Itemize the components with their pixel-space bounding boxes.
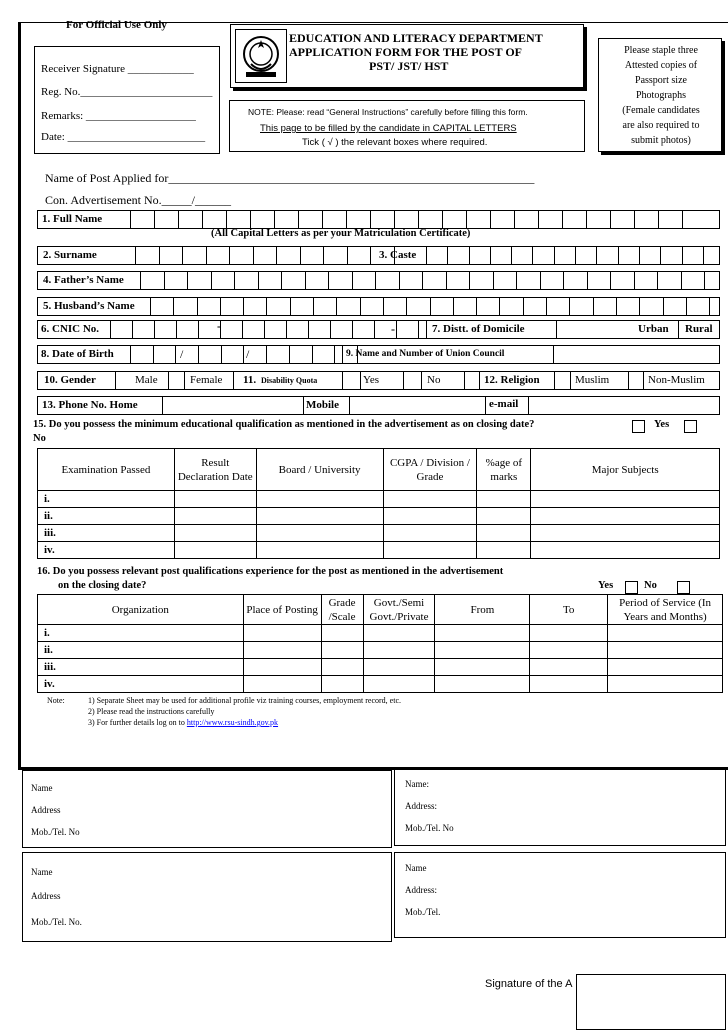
char-cell[interactable] [322, 211, 346, 228]
char-cell[interactable] [418, 211, 442, 228]
char-cell[interactable] [476, 298, 499, 315]
remarks-field[interactable]: Remarks: ____________________ [41, 110, 196, 122]
union-council-cells[interactable] [553, 346, 554, 363]
char-cell[interactable] [596, 247, 617, 264]
photo-instruction-line: Passport size [635, 75, 687, 86]
husband-name-cells[interactable] [150, 298, 728, 315]
char-cell[interactable] [616, 298, 639, 315]
char-cell[interactable] [383, 298, 406, 315]
photo-instruction-line: Photographs [636, 90, 686, 101]
char-cell[interactable] [493, 272, 517, 289]
ref4-name-label: Name [405, 863, 427, 873]
char-cell[interactable] [175, 346, 198, 363]
char-cell[interactable] [264, 321, 286, 338]
exp-header-period: Period of Service (In Years and Months) [608, 595, 723, 625]
char-cell[interactable] [593, 298, 616, 315]
char-cell[interactable] [490, 211, 514, 228]
header-line-post: PST/ JST/ HST [369, 59, 449, 73]
table-row[interactable] [38, 642, 723, 659]
char-cell[interactable] [198, 346, 221, 363]
char-cell[interactable] [469, 272, 493, 289]
char-cell[interactable] [426, 247, 447, 264]
char-cell[interactable] [323, 247, 347, 264]
char-cell[interactable] [352, 321, 374, 338]
photo-box [598, 38, 722, 152]
gender-divider-8 [421, 372, 422, 389]
exp-row-label: i. [38, 625, 244, 642]
father-name-cells[interactable] [140, 272, 728, 289]
religion-label: 12. Religion [484, 374, 540, 386]
char-cell[interactable] [562, 211, 586, 228]
dob-slash-1: / [180, 347, 184, 361]
char-cell[interactable] [159, 247, 183, 264]
char-cell[interactable] [226, 211, 250, 228]
char-cell[interactable] [220, 298, 243, 315]
char-cell[interactable] [466, 211, 490, 228]
husband-name-row[interactable] [37, 297, 720, 316]
reference-box-1[interactable] [22, 770, 392, 848]
char-cell[interactable] [110, 321, 132, 338]
char-cell[interactable] [298, 211, 322, 228]
father-name-label: 4. Father’s Name [43, 274, 124, 286]
char-cell[interactable] [516, 272, 540, 289]
q16-question-line2: on the closing date? [58, 580, 147, 591]
full-name-label: 1. Full Name [42, 213, 103, 225]
char-cell[interactable] [176, 321, 198, 338]
ref3-mob-label: Mob./Tel. No. [31, 917, 82, 927]
post-applied-field[interactable]: Name of Post Applied for_____________________________________________________________ [45, 171, 535, 185]
char-cell[interactable] [258, 272, 282, 289]
caste-cells[interactable] [426, 247, 724, 264]
header-note: NOTE: Please: read “General Instructions” carefully before filling this form. [248, 107, 528, 117]
full-name-cells[interactable] [130, 211, 706, 228]
photo-instruction-line: are also required to [622, 120, 700, 131]
q16-question-line1: 16. Do you possess relevant post qualifications experience for the post as mentioned in the advertisement [37, 566, 504, 577]
note-1: 1) Separate Sheet may be used for additional profile viz training courses, employment record, etc. [88, 696, 402, 705]
char-cell[interactable] [563, 272, 587, 289]
official-use-box [34, 46, 220, 154]
ref4-mob-label: Mob./Tel. [405, 907, 441, 917]
char-cell[interactable] [187, 272, 211, 289]
gender-divider-4 [233, 372, 234, 389]
char-cell[interactable] [242, 321, 264, 338]
note-3-text: 3) For further details log on to [88, 718, 187, 727]
cnic-dash-1: - [217, 319, 221, 333]
header-note-box [229, 100, 585, 152]
char-cell[interactable] [253, 247, 277, 264]
advertisement-field[interactable]: Con. Advertisement No._____/______ [45, 193, 231, 207]
photo-instruction-line: Attested copies of [624, 60, 698, 71]
char-cell[interactable] [575, 247, 596, 264]
char-cell[interactable] [250, 211, 274, 228]
phone-home-label: 13. Phone No. Home [42, 399, 138, 411]
char-cell[interactable] [704, 272, 728, 289]
q15-no-label: No [33, 433, 46, 444]
exp-header-grade: Grade /Scale [321, 595, 363, 625]
urban-divider [678, 321, 679, 338]
char-cell[interactable] [202, 211, 226, 228]
char-cell[interactable] [447, 247, 468, 264]
char-cell[interactable] [221, 346, 244, 363]
father-name-row[interactable] [37, 271, 720, 290]
ref3-name-label: Name [31, 867, 53, 877]
char-cell[interactable] [511, 247, 532, 264]
gender-divider-12 [570, 372, 571, 389]
surname-cells[interactable] [135, 247, 417, 264]
gender-row[interactable] [37, 371, 720, 390]
char-cell[interactable] [347, 247, 371, 264]
edu-row-label: ii. [38, 508, 175, 525]
q15-question: 15. Do you possess the minimum educational qualification as mentioned in the advertisement as on closing date? [33, 419, 535, 430]
table-row[interactable] [38, 676, 723, 693]
char-cell[interactable] [660, 247, 681, 264]
char-cell[interactable] [634, 211, 658, 228]
gender-divider-6 [360, 372, 361, 389]
char-cell[interactable] [639, 247, 660, 264]
char-cell[interactable] [328, 272, 352, 289]
char-cell[interactable] [150, 298, 173, 315]
logo-emblem [235, 29, 287, 83]
photo-instruction-line: (Female candidates [622, 105, 700, 116]
char-cell[interactable] [197, 298, 220, 315]
gender-label: 10. Gender [44, 374, 96, 386]
char-cell[interactable] [490, 247, 511, 264]
table-row[interactable] [38, 491, 720, 508]
emblem-icon [236, 30, 286, 82]
edu-header-subjects: Major Subjects [531, 449, 720, 491]
char-cell[interactable] [220, 321, 242, 338]
char-cell[interactable] [686, 298, 709, 315]
exp-row-label: iv. [38, 676, 244, 693]
gender-divider-11 [554, 372, 555, 389]
char-cell[interactable] [553, 346, 554, 363]
mobile-label: Mobile [306, 399, 339, 411]
char-cell[interactable] [546, 298, 569, 315]
char-cell[interactable] [370, 211, 394, 228]
char-cell[interactable] [446, 272, 470, 289]
char-cell[interactable] [243, 298, 266, 315]
exp-row-label: ii. [38, 642, 244, 659]
rural-option[interactable]: Rural [685, 323, 713, 335]
gender-divider-10 [479, 372, 480, 389]
char-cell[interactable] [406, 298, 429, 315]
exp-row-label: iii. [38, 659, 244, 676]
edu-row-label: iii. [38, 525, 175, 542]
cnic-label: 6. CNIC No. [41, 323, 100, 335]
char-cell[interactable] [289, 346, 312, 363]
q15-checkbox-1[interactable] [632, 417, 645, 435]
ref1-name-label: Name [31, 783, 53, 793]
char-cell[interactable] [375, 272, 399, 289]
gender-divider-5 [342, 372, 343, 389]
ref1-mob-label: Mob./Tel. No [31, 827, 80, 837]
dob-row[interactable] [37, 345, 720, 364]
q16-no-label: No [644, 580, 657, 591]
char-cell[interactable] [313, 298, 336, 315]
char-cell[interactable] [399, 272, 423, 289]
exp-header-to: To [530, 595, 608, 625]
photo-instructions [599, 43, 722, 148]
char-cell[interactable] [532, 247, 553, 264]
male-option[interactable]: Male [135, 374, 158, 386]
char-cell[interactable] [153, 346, 176, 363]
disability-label: Disability Quota [261, 376, 318, 385]
char-cell[interactable] [639, 298, 662, 315]
gender-divider-13 [628, 372, 629, 389]
dob-label: 8. Date of Birth [41, 348, 114, 360]
email-label: e-mail [489, 398, 519, 410]
char-cell[interactable] [229, 247, 253, 264]
photo-instruction-line: submit photos) [631, 135, 691, 146]
char-cell[interactable] [499, 298, 522, 315]
cnic-dash-2: - [391, 322, 395, 336]
char-cell[interactable] [587, 272, 611, 289]
muslim-option[interactable]: Muslim [575, 374, 610, 386]
signature-label: Signature of the A [485, 978, 573, 990]
receiver-signature-field[interactable]: Receiver Signature ____________ [41, 63, 194, 75]
char-cell[interactable] [352, 272, 376, 289]
domicile-label: 7. Distt. of Domicile [432, 323, 525, 335]
edu-header-board: Board / University [256, 449, 383, 491]
char-cell[interactable] [682, 211, 706, 228]
phone-divider-1 [162, 397, 163, 414]
gender-divider-1 [115, 372, 116, 389]
surname-row[interactable] [37, 246, 720, 265]
ref3-address-label: Address [31, 891, 61, 901]
q15-checkbox-2[interactable] [684, 417, 697, 435]
dob-divider [342, 346, 343, 363]
edu-row-label: i. [38, 491, 175, 508]
domicile-divider [556, 321, 557, 338]
char-cell[interactable] [681, 272, 705, 289]
char-cell[interactable] [274, 211, 298, 228]
char-cell[interactable] [132, 321, 154, 338]
rsu-link[interactable]: http://www.rsu-sindh.gov.pk [186, 718, 279, 727]
phone-divider-4 [485, 397, 486, 414]
char-cell[interactable] [300, 247, 324, 264]
gender-divider-2 [168, 372, 169, 389]
q16-yes-label: Yes [598, 580, 614, 591]
header-capital-note: This page to be filled by the candidate in CAPITAL LETTERS [260, 123, 517, 134]
char-cell[interactable] [634, 272, 658, 289]
char-cell[interactable] [173, 298, 196, 315]
surname-label: 2. Surname [43, 249, 97, 261]
caste-label: 3. Caste [379, 249, 417, 261]
char-cell[interactable] [360, 298, 383, 315]
char-cell[interactable] [514, 211, 538, 228]
exp-header-govt: Govt./Semi Govt./Private [363, 595, 435, 625]
official-use-title: For Official Use Only [66, 19, 167, 31]
char-cell[interactable] [610, 272, 634, 289]
char-cell[interactable] [281, 272, 305, 289]
char-cell[interactable] [266, 298, 289, 315]
char-cell[interactable] [618, 247, 639, 264]
char-cell[interactable] [569, 298, 592, 315]
char-cell[interactable] [658, 211, 682, 228]
char-cell[interactable] [523, 298, 546, 315]
char-cell[interactable] [178, 211, 202, 228]
non-muslim-option[interactable]: Non-Muslim [648, 374, 705, 386]
char-cell[interactable] [290, 298, 313, 315]
disability-no-option[interactable]: No [427, 374, 441, 386]
header-line-department: EDUCATION AND LITERACY DEPARTMENT [289, 31, 543, 45]
table-row[interactable] [38, 525, 720, 542]
photo-instruction-line: Please staple three [624, 45, 698, 56]
edu-header-percent: %age of marks [477, 449, 531, 491]
note-3 [88, 718, 278, 727]
ref1-address-label: Address [31, 805, 61, 815]
char-cell[interactable] [130, 346, 153, 363]
exp-header-organization: Organization [38, 595, 244, 625]
reg-no-field[interactable]: Reg. No.________________________ [41, 86, 213, 98]
char-cell[interactable] [266, 346, 289, 363]
exp-header-from: From [435, 595, 530, 625]
husband-name-label: 5. Husband’s Name [43, 300, 135, 312]
phone-divider-3 [349, 397, 350, 414]
char-cell[interactable] [346, 211, 370, 228]
char-cell[interactable] [394, 211, 418, 228]
edu-header-exam: Examination Passed [38, 449, 175, 491]
phone-row[interactable] [37, 396, 720, 415]
char-cell[interactable] [663, 298, 686, 315]
char-cell[interactable] [709, 298, 728, 315]
edu-row-label: iv. [38, 542, 175, 559]
char-cell[interactable] [657, 272, 681, 289]
table-row[interactable] [38, 659, 723, 676]
edu-header-cgpa: CGPA / Division / Grade [383, 449, 477, 491]
ref2-mob-label: Mob./Tel. No [405, 823, 454, 833]
char-cell[interactable] [211, 272, 235, 289]
char-cell[interactable] [276, 247, 300, 264]
char-cell[interactable] [206, 247, 230, 264]
char-cell[interactable] [140, 272, 164, 289]
char-cell[interactable] [538, 211, 562, 228]
gender-divider-9 [464, 372, 465, 389]
char-cell[interactable] [330, 321, 352, 338]
char-cell[interactable] [308, 321, 330, 338]
char-cell[interactable] [442, 211, 466, 228]
char-cell[interactable] [182, 247, 206, 264]
table-row[interactable] [38, 508, 720, 525]
reference-box-3[interactable] [22, 852, 392, 942]
cnic-row[interactable] [37, 320, 720, 339]
table-row[interactable] [38, 542, 720, 559]
female-option[interactable]: Female [190, 374, 223, 386]
phone-divider-5 [528, 397, 529, 414]
ref2-address-label: Address: [405, 801, 437, 811]
union-council-label: 9. Name and Number of Union Council [346, 349, 505, 359]
char-cell[interactable] [610, 211, 634, 228]
char-cell[interactable] [154, 211, 178, 228]
note-2: 2) Please read the instructions carefully [88, 707, 215, 716]
char-cell[interactable] [312, 346, 335, 363]
char-cell[interactable] [234, 272, 258, 289]
edu-header-result: Result Declaration Date [174, 449, 256, 491]
header-tick-note: Tick ( √ ) the relevant boxes where required. [302, 137, 488, 148]
char-cell[interactable] [305, 272, 329, 289]
char-cell[interactable] [540, 272, 564, 289]
urban-option[interactable]: Urban [638, 323, 669, 335]
header-title-box [230, 24, 584, 88]
char-cell[interactable] [130, 211, 154, 228]
exp-header-place: Place of Posting [243, 595, 321, 625]
phone-divider-2 [303, 397, 304, 414]
char-cell[interactable] [422, 272, 446, 289]
experience-table [37, 594, 723, 693]
full-name-row[interactable] [37, 210, 720, 229]
header-line-application: APPLICATION FORM FOR THE POST OF [289, 45, 523, 59]
gender-divider-14 [643, 372, 644, 389]
capital-letters-note: (All Capital Letters as per your Matriculation Certificate) [211, 228, 471, 239]
char-cell[interactable] [135, 247, 159, 264]
char-cell[interactable] [430, 298, 453, 315]
disability-num: 11. [243, 374, 257, 386]
gender-divider-7 [403, 372, 404, 389]
dob-slash-2: / [246, 347, 250, 361]
signature-box[interactable] [576, 974, 726, 1030]
char-cell[interactable] [453, 298, 476, 315]
char-cell[interactable] [164, 272, 188, 289]
ref4-address-label: Address: [405, 885, 437, 895]
char-cell[interactable] [286, 321, 308, 338]
char-cell[interactable] [396, 321, 418, 338]
char-cell[interactable] [703, 247, 724, 264]
reference-box-2[interactable] [394, 768, 726, 846]
notes-label: Note: [47, 696, 65, 705]
char-cell[interactable] [682, 247, 703, 264]
char-cell[interactable] [469, 247, 490, 264]
disability-yes-option[interactable]: Yes [363, 374, 380, 386]
table-row[interactable] [38, 625, 723, 642]
char-cell[interactable] [154, 321, 176, 338]
char-cell[interactable] [554, 247, 575, 264]
q15-yes-label: Yes [654, 419, 670, 430]
char-cell[interactable] [336, 298, 359, 315]
char-cell[interactable] [586, 211, 610, 228]
ref2-name-label: Name: [405, 779, 429, 789]
gender-divider-3 [184, 372, 185, 389]
date-field[interactable]: Date: _________________________ [41, 131, 206, 143]
cnic-divider [426, 321, 427, 338]
education-table [37, 448, 720, 559]
reference-box-4[interactable] [394, 852, 726, 938]
